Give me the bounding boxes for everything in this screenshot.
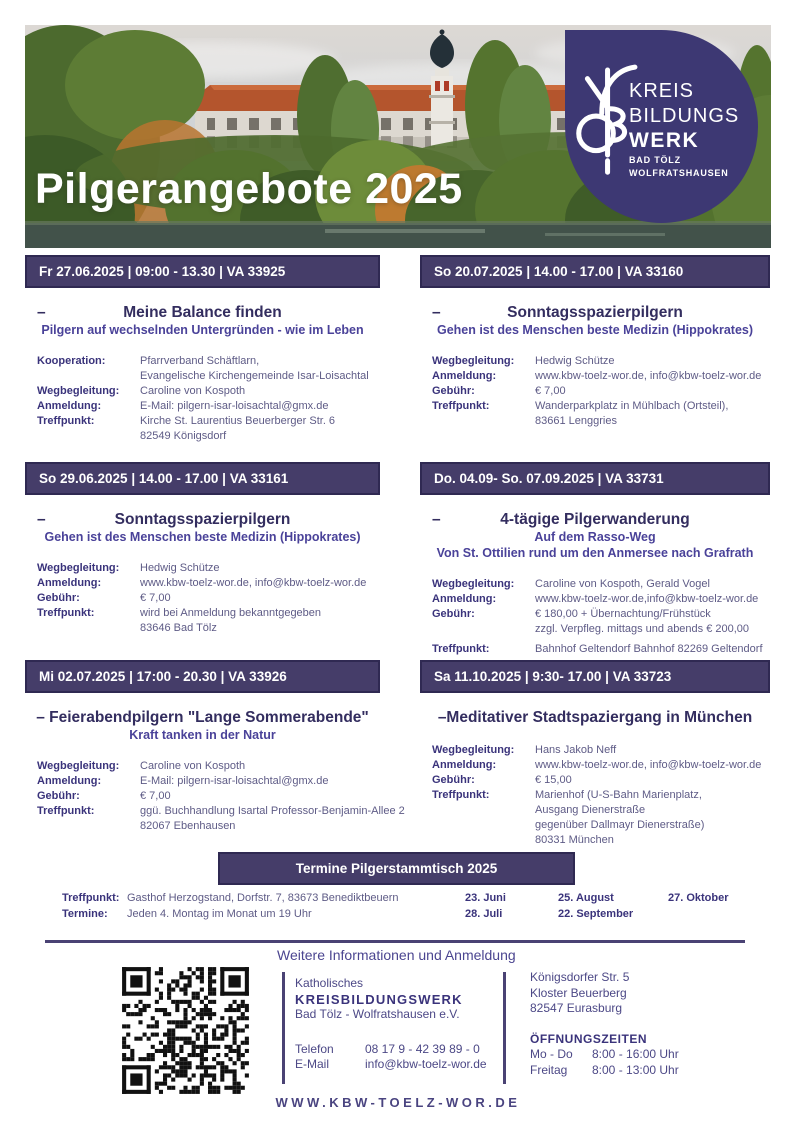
dash: – <box>432 304 441 321</box>
email-row <box>295 1057 500 1073</box>
footer-vertical-rule-left <box>282 972 285 1084</box>
hours-time: 8:00 - 16:00 Uhr <box>592 1047 679 1061</box>
stammtisch-date: 22. September <box>558 908 634 920</box>
event-subtitle: Pilgern auf wechselnden Untergründen - wie im Leben <box>41 323 364 337</box>
org-line-badtoelz: Bad Tölz - Wolfratshausen e.V. <box>295 1007 460 1021</box>
event-title: 4-tägige Pilgerwanderung <box>500 511 690 528</box>
event-title: Meine Balance finden <box>123 304 282 321</box>
footer-vertical-rule-right <box>503 972 506 1084</box>
stammtisch-termine-row: Termine: Jeden 4. Montag im Monat um 19 Uhr <box>62 908 312 920</box>
event-title: Sonntagsspazierpilgern <box>507 304 683 321</box>
event-title: – Feierabendpilgern "Lange Sommerabende" <box>36 709 369 726</box>
logo-text-wolfratshausen: WOLFRATSHAUSEN <box>629 168 729 178</box>
stammtisch-treffpunkt-row: Treffpunkt: Gasthof Herzogstand, Dorfstr. 7, 83673 Benediktbeuern <box>62 892 399 904</box>
event-subtitle: Auf dem Rasso-Weg <box>534 530 656 544</box>
event-subtitle: Von St. Ottilien rund um den Anmersee nach Grafrath <box>436 546 754 560</box>
event-title: Sonntagsspazierpilgern <box>114 511 291 528</box>
stammtisch-date: 25. August <box>558 892 614 904</box>
logo-text-kreis: KREIS <box>629 80 695 102</box>
stammtisch-date: 23. Juni <box>465 892 506 904</box>
event-details: Wegbegleitung: Caroline von Kospoth Anmeldung: E-Mail: pilgern-isar-loisachtal@gmx.de Gebühr: € 7,00 Treffpunkt: ggü. Buchhandlung Isartal Professor-Benjamin-Allee 2 82067 Ebenhausen <box>37 760 405 832</box>
event-header-bar: Mi 02.07.2025 | 17:00 - 20.30 | VA 33926 <box>25 660 380 693</box>
stammtisch-header-bar: Termine Pilgerstammtisch 2025 <box>218 852 575 885</box>
address-line: Königsdorfer Str. 5 <box>530 970 630 984</box>
event-details: Wegbegleitung: Hedwig Schütze Anmeldung: www.kbw-toelz-wor.de, info@kbw-toelz-wor.de Gebühr: € 7,00 Treffpunkt: wird bei Anmeldung bekanntgegeben 83646 Bad Tölz <box>37 562 367 634</box>
email-label: E-Mail <box>295 1057 330 1071</box>
email-link[interactable]: info@kbw-toelz-wor.de <box>365 1057 487 1071</box>
event-header-bar: So 29.06.2025 | 14.00 - 17.00 | VA 33161 <box>25 462 380 495</box>
dash: – <box>432 511 441 528</box>
event-subtitle: Kraft tanken in der Natur <box>129 728 276 742</box>
event-details: Wegbegleitung: Caroline von Kospoth, Gerald Vogel Anmeldung: www.kbw-toelz-wor.de,info@kbw-toelz-wor.de Gebühr: € 180,00 + Übernachtung/Frühstück zzgl. Verpfleg. mittags und abends € 200,00 Treffpunkt: Bahnhof Geltendorf Bahnhof 82269 Geltendorf <box>432 578 763 655</box>
address-line: 82547 Eurasburg <box>530 1001 623 1015</box>
stammtisch-date: 27. Oktober <box>668 892 729 904</box>
hours-row <box>530 1047 750 1063</box>
event-block-sonntagsspazierpilgern-juli <box>420 255 770 429</box>
kreisbildungswerk-logo <box>565 30 758 223</box>
event-header-bar: So 20.07.2025 | 14.00 - 17.00 | VA 33160 <box>420 255 770 288</box>
hours-heading: ÖFFNUNGSZEITEN <box>530 1031 647 1046</box>
event-details: Kooperation: Pfarrverband Schäftlarn, Evangelische Kirchengemeinde Isar-Loisachtal Wegbegleitung: Caroline von Kospoth Anmeldung: E-Mail: pilgern-isar-loisachtal@gmx.de Treffpunkt: Kirche St. Laurentius Beuerberger Str. 6 82549 Königsdorf <box>37 355 369 442</box>
phone-number: 08 17 9 - 42 39 89 - 0 <box>365 1041 480 1056</box>
footer-heading: Weitere Informationen und Anmeldung <box>277 947 516 963</box>
logo-text-werk: WERK <box>629 129 700 152</box>
event-header-bar: Fr 27.06.2025 | 09:00 - 13.30 | VA 33925 <box>25 255 380 288</box>
org-line-kreisbildungswerk: KREISBILDUNGSWERK <box>295 991 463 1007</box>
address-line: Kloster Beuerberg <box>530 985 627 1000</box>
event-block-stadtspaziergang <box>420 660 770 848</box>
event-block-feierabendpilgern <box>25 660 405 834</box>
logo-text-bildungs: BILDUNGS <box>629 105 740 127</box>
event-subtitle: Gehen ist des Menschen beste Medizin (Hippokrates) <box>44 530 361 544</box>
phone-row <box>295 1042 500 1058</box>
qr-code-icon <box>118 963 253 1098</box>
footer-address-block <box>530 970 750 1078</box>
website-link[interactable]: WWW.KBW-TOELZ-WOR.DE <box>275 1095 521 1110</box>
dash: – <box>37 511 46 528</box>
hours-day: Freitag <box>530 1062 568 1077</box>
logo-text-badtoelz: BAD TÖLZ <box>629 155 681 165</box>
event-block-sonntagsspazierpilgern-juni <box>25 462 380 636</box>
hours-day: Mo - Do <box>530 1047 573 1061</box>
event-block-meine-balance <box>25 255 380 444</box>
event-details: Wegbegleitung: Hans Jakob Neff Anmeldung: www.kbw-toelz-wor.de, info@kbw-toelz-wor.de Gebühr: € 15,00 Treffpunkt: Marienhof (U-S-Bahn Marienplatz, Ausgang Dienerstraße gegenüber Dallmayr Dienerstraße) 80331 München <box>432 744 762 846</box>
event-title: –Meditativer Stadtspaziergang in München <box>437 709 753 726</box>
hours-time: 8:00 - 13:00 Uhr <box>592 1062 679 1077</box>
dash: – <box>37 304 46 321</box>
event-header-bar: Do. 04.09- So. 07.09.2025 | VA 33731 <box>420 462 770 495</box>
hours-row <box>530 1063 750 1079</box>
event-details: Wegbegleitung: Hedwig Schütze Anmeldung: www.kbw-toelz-wor.de, info@kbw-toelz-wor.de Gebühr: € 7,00 Treffpunkt: Wanderparkplatz in Mühlbach (Ortsteil), 83661 Lenggries <box>432 355 762 427</box>
event-subtitle: Gehen ist des Menschen beste Medizin (Hippokrates) <box>436 323 754 337</box>
footer-org-block <box>295 976 500 1073</box>
footer-divider <box>45 940 745 943</box>
org-line-katholisches: Katholisches <box>295 976 364 990</box>
phone-label: Telefon <box>295 1041 334 1056</box>
event-block-pilgerwanderung <box>420 462 770 657</box>
page-title: Pilgerangebote 2025 <box>35 165 463 213</box>
stammtisch-date: 28. Juli <box>465 908 503 920</box>
event-header-bar: Sa 11.10.2025 | 9:30- 17.00 | VA 33723 <box>420 660 770 693</box>
